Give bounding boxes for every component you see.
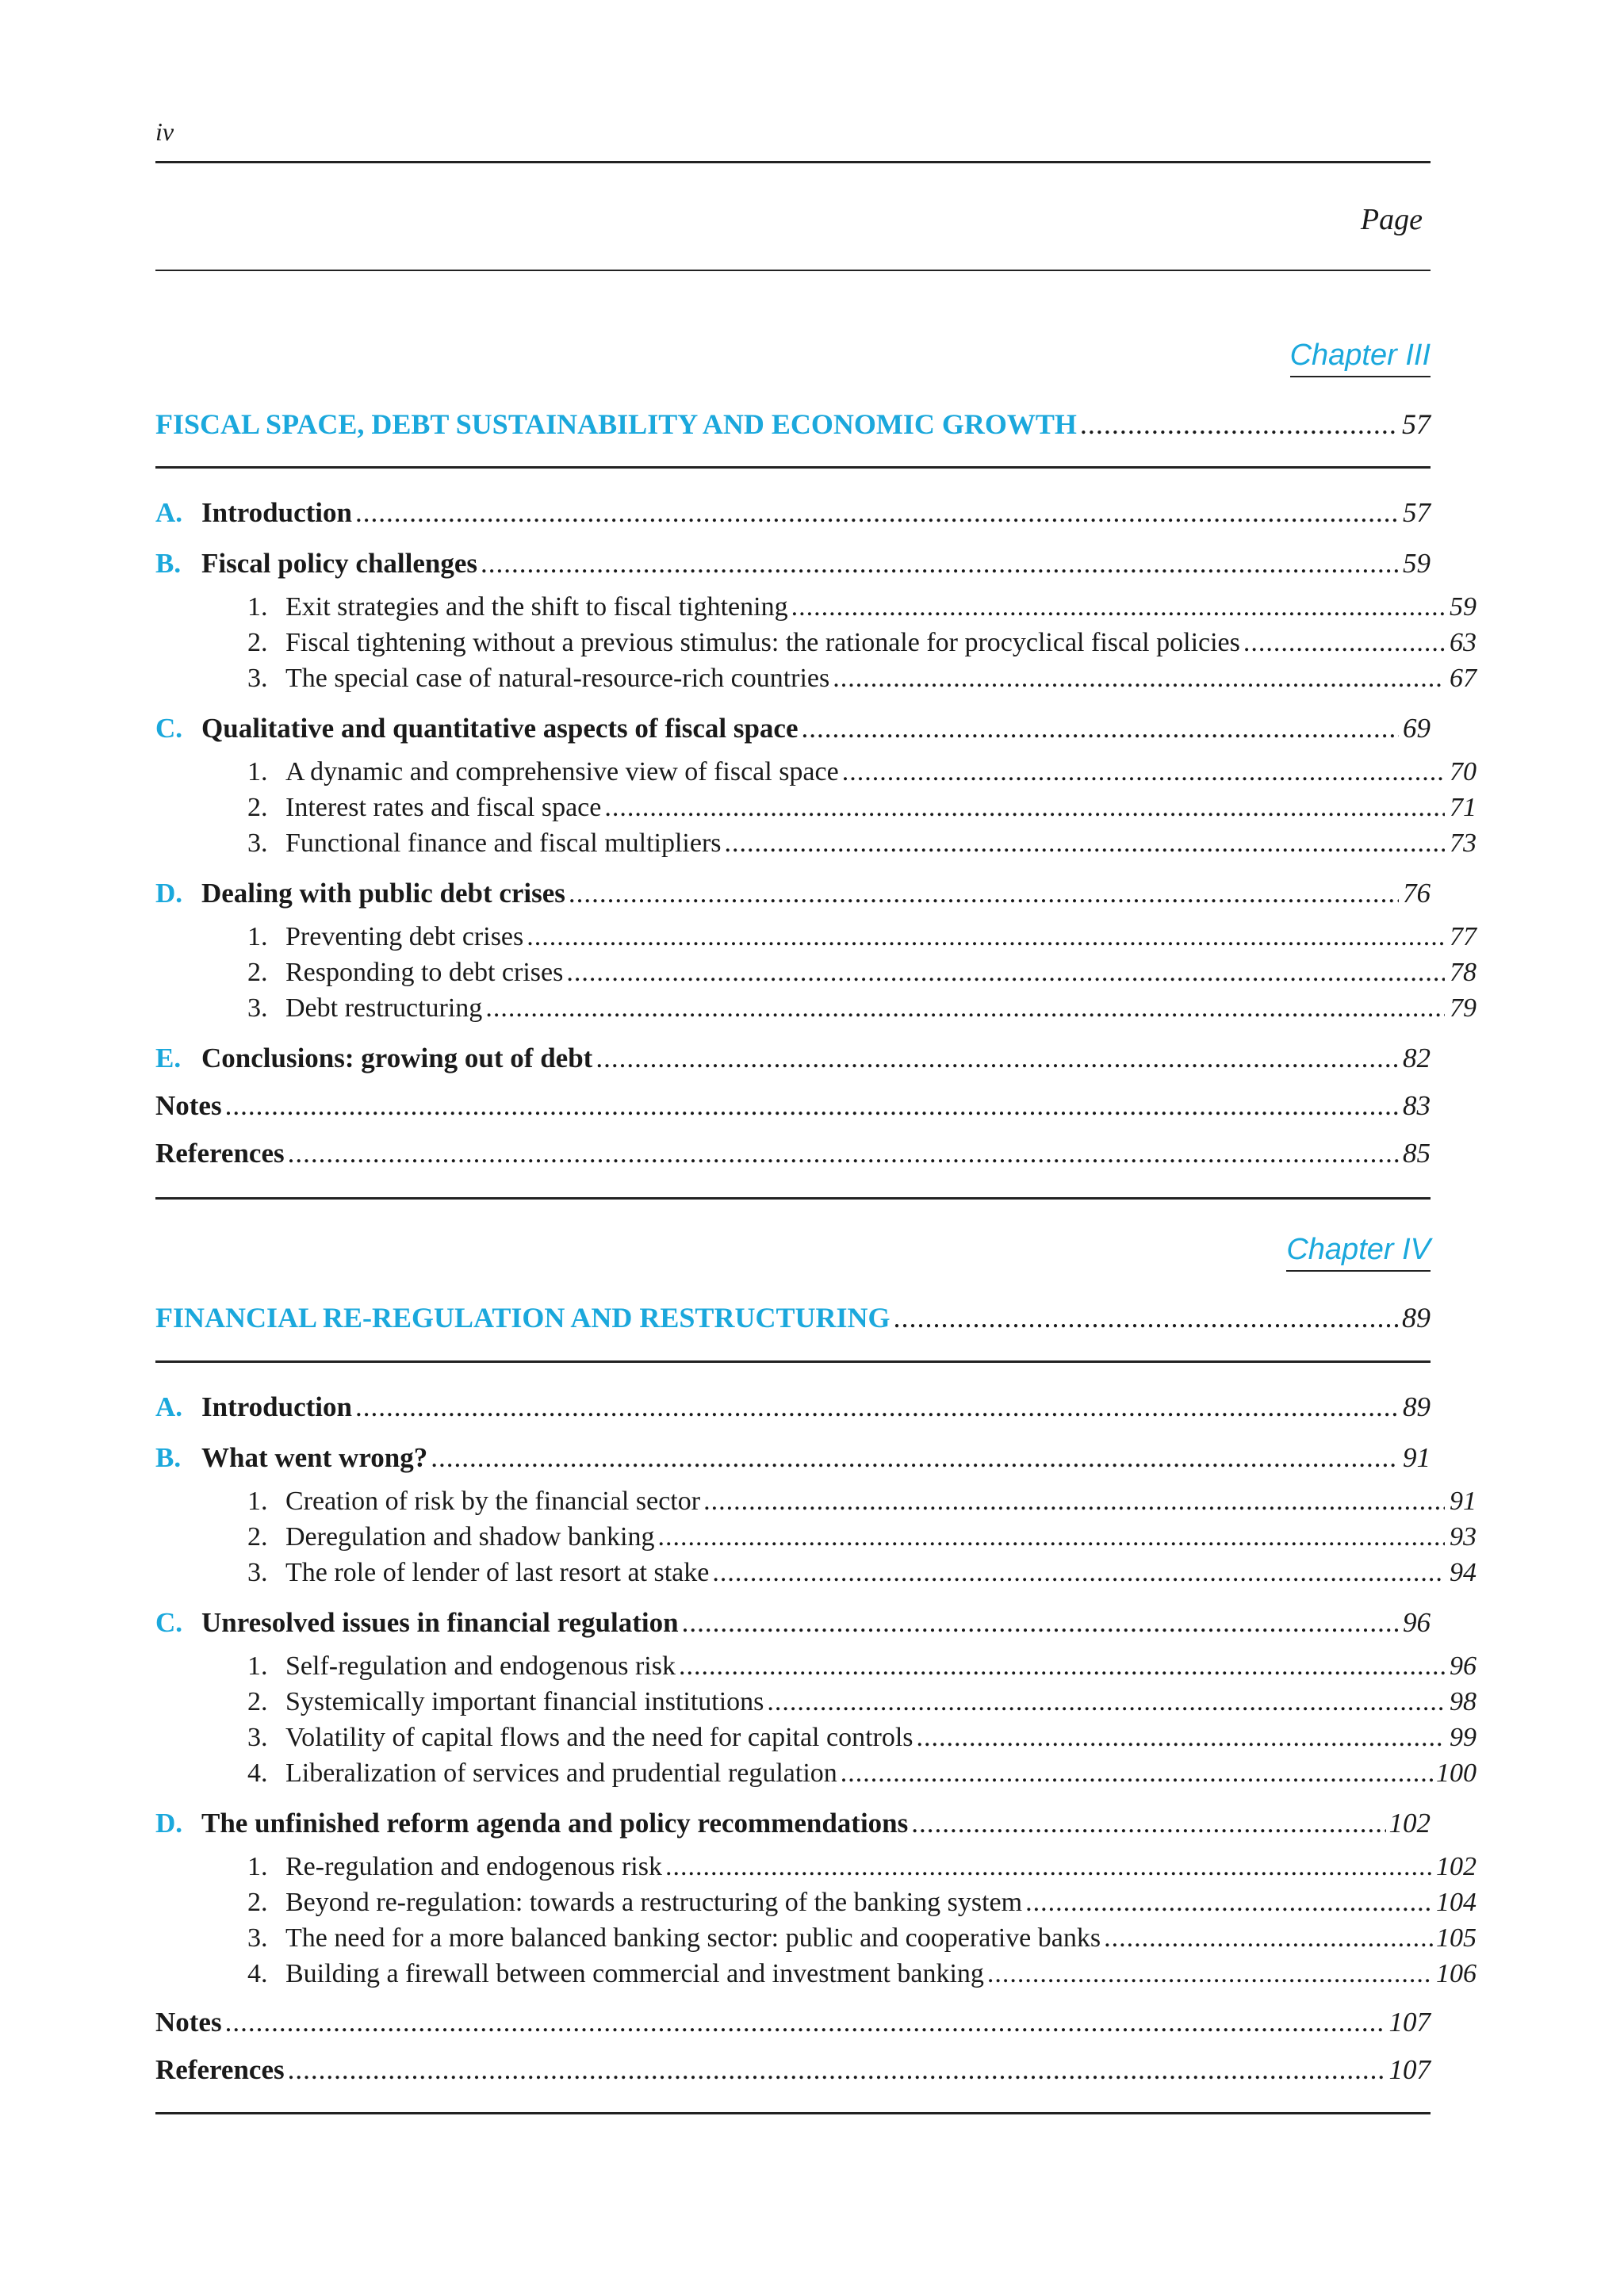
page-number: 105 (1436, 1923, 1477, 1953)
chapter-label-4: Chapter IV (1286, 1233, 1431, 1272)
page-number: 57 (1402, 408, 1431, 440)
section-letter: A. (155, 497, 183, 528)
references-title: References (155, 2054, 285, 2085)
subsection-number: 2. (247, 628, 268, 657)
dot-leader (665, 1852, 1433, 1882)
subsection-number: 1. (247, 592, 268, 622)
subsection-title: The special case of natural-resource-rich countries (285, 664, 830, 693)
dot-leader (1080, 408, 1399, 441)
section-letter: D. (155, 878, 183, 909)
page-number: 91 (1450, 1487, 1477, 1516)
subsection-number: 4. (247, 1758, 268, 1788)
subsection-row[interactable] (201, 664, 1477, 694)
subsection-row[interactable] (201, 1758, 1477, 1789)
section-letter: D. (155, 1808, 183, 1839)
page-number: 89 (1403, 1391, 1431, 1422)
page-number: 73 (1450, 828, 1477, 858)
page-number: 77 (1450, 922, 1477, 951)
page-number: 67 (1450, 664, 1477, 693)
dot-leader (841, 1758, 1433, 1789)
chapter-title-row[interactable] (155, 1301, 1431, 1334)
dot-leader (225, 2007, 1386, 2038)
section-row[interactable] (155, 1043, 1431, 1074)
subsection-title: Building a firewall between commercial and investment banking (285, 1959, 984, 1988)
section-title: Fiscal policy challenges (201, 548, 478, 579)
section-letter: C. (155, 1607, 183, 1638)
subsection-title: Fiscal tightening without a previous stimulus: the rationale for procyclical fiscal policies (285, 628, 1240, 657)
chapter-title-row[interactable] (155, 408, 1431, 441)
subsection-title: Self-regulation and endogenous risk (285, 1651, 676, 1681)
page-number: 91 (1403, 1442, 1431, 1473)
subsection-row[interactable] (201, 1959, 1477, 1989)
references-title: References (155, 1138, 285, 1169)
page-column-label: Page (1360, 203, 1423, 236)
notes-row[interactable] (155, 1090, 1431, 1122)
subsection-row[interactable] (201, 628, 1477, 658)
page-number: 106 (1436, 1959, 1477, 1988)
section-title: Introduction (201, 1391, 352, 1422)
subsection-row[interactable] (201, 1723, 1477, 1753)
header-rule-bottom (155, 270, 1431, 271)
subsection-title: Exit strategies and the shift to fiscal tightening (285, 592, 788, 622)
dot-leader (596, 1043, 1399, 1074)
subsection-row[interactable] (201, 757, 1477, 787)
page-number: 82 (1403, 1043, 1431, 1073)
subsection-row[interactable] (201, 958, 1477, 988)
dot-leader (481, 548, 1399, 580)
page-number: 76 (1403, 878, 1431, 909)
chapter-end-rule (155, 1197, 1431, 1200)
subsection-row[interactable] (201, 1651, 1477, 1682)
section-title: Unresolved issues in financial regulation (201, 1607, 679, 1638)
subsection-row[interactable] (201, 793, 1477, 823)
dot-leader (767, 1687, 1445, 1717)
subsection-title: Debt restructuring (285, 993, 483, 1023)
chapter-end-rule (155, 2112, 1431, 2114)
page-number: 94 (1450, 1558, 1477, 1587)
page-number: 70 (1450, 757, 1477, 786)
dot-leader (485, 993, 1445, 1024)
dot-leader (842, 757, 1445, 787)
subsection-row[interactable] (201, 1487, 1477, 1517)
subsection-number: 1. (247, 1487, 268, 1516)
subsection-row[interactable] (201, 1687, 1477, 1717)
page-number: 99 (1450, 1723, 1477, 1752)
subsection-row[interactable] (201, 592, 1477, 622)
subsection-row[interactable] (201, 828, 1477, 859)
page-number: 63 (1450, 628, 1477, 657)
notes-title: Notes (155, 1090, 222, 1121)
subsection-title: The role of lender of last resort at stake (285, 1558, 710, 1587)
dot-leader (355, 1391, 1399, 1423)
section-row[interactable] (155, 713, 1431, 744)
dot-leader (801, 713, 1399, 744)
section-letter: E. (155, 1043, 182, 1073)
subsection-number: 2. (247, 1522, 268, 1552)
subsection-title: Volatility of capital flows and the need for capital controls (285, 1723, 914, 1752)
section-row[interactable] (155, 1808, 1431, 1839)
chapter-label-3: Chapter III (1290, 339, 1431, 377)
dot-leader (893, 1301, 1399, 1334)
dot-leader (1243, 628, 1445, 658)
section-row[interactable] (155, 1607, 1431, 1639)
section-row[interactable] (155, 1442, 1431, 1474)
page-number: 78 (1450, 958, 1477, 987)
dot-leader (791, 592, 1445, 622)
dot-leader (288, 2054, 1386, 2086)
page-number: 89 (1402, 1302, 1431, 1334)
subsection-number: 3. (247, 993, 268, 1023)
references-row[interactable] (155, 1138, 1431, 1169)
page-number: 96 (1450, 1651, 1477, 1681)
notes-row[interactable] (155, 2007, 1431, 2038)
subsection-title: Responding to debt crises (285, 958, 564, 987)
page-number: 69 (1403, 713, 1431, 744)
section-row[interactable] (155, 878, 1431, 909)
subsection-title: Liberalization of services and prudential regulation (285, 1758, 837, 1788)
page-number: 104 (1436, 1888, 1477, 1917)
subsection-number: 2. (247, 793, 268, 822)
chapter-rule (155, 1360, 1431, 1363)
dot-leader (355, 497, 1399, 529)
page-number: 83 (1403, 1090, 1431, 1121)
subsection-number: 2. (247, 1888, 268, 1917)
subsection-number: 2. (247, 958, 268, 987)
page-number: 102 (1436, 1852, 1477, 1881)
section-letter: B. (155, 1442, 182, 1473)
page-number: 59 (1403, 548, 1431, 579)
subsection-row[interactable] (201, 1522, 1477, 1552)
subsection-title: Re-regulation and endogenous risk (285, 1852, 662, 1881)
section-title: The unfinished reform agenda and policy recommendations (201, 1808, 909, 1839)
subsection-number: 3. (247, 1558, 268, 1587)
subsection-number: 3. (247, 828, 268, 858)
dot-leader (569, 878, 1399, 909)
page-number: 102 (1388, 1808, 1431, 1839)
subsection-title: Functional finance and fiscal multipliers (285, 828, 722, 858)
subsection-number: 3. (247, 1923, 268, 1953)
section-title: Introduction (201, 497, 352, 528)
subsection-row[interactable] (201, 1888, 1477, 1918)
dot-leader (917, 1723, 1445, 1753)
header-rule (155, 161, 1431, 163)
subsection-row[interactable] (201, 1852, 1477, 1882)
subsection-row[interactable] (201, 993, 1477, 1024)
page-number: 98 (1450, 1687, 1477, 1716)
section-letter: C. (155, 713, 183, 744)
dot-leader (833, 664, 1445, 694)
subsection-title: A dynamic and comprehensive view of fiscal space (285, 757, 839, 786)
dot-leader (725, 828, 1445, 859)
subsection-number: 1. (247, 922, 268, 951)
dot-leader (682, 1607, 1399, 1639)
references-row[interactable] (155, 2054, 1431, 2086)
section-row[interactable] (155, 548, 1431, 580)
subsection-number: 4. (247, 1959, 268, 1988)
dot-leader (987, 1959, 1433, 1989)
subsection-title: Preventing debt crises (285, 922, 524, 951)
dot-leader (679, 1651, 1445, 1682)
dot-leader (1025, 1888, 1433, 1918)
subsection-row[interactable] (201, 922, 1477, 952)
section-title: What went wrong? (201, 1442, 428, 1473)
section-row[interactable] (155, 1391, 1431, 1423)
subsection-number: 3. (247, 1723, 268, 1752)
page-number: 107 (1388, 2054, 1431, 2085)
subsection-number: 1. (247, 1852, 268, 1881)
dot-leader (527, 922, 1445, 952)
dot-leader (1104, 1923, 1433, 1954)
page-number: 85 (1403, 1138, 1431, 1169)
subsection-title: Deregulation and shadow banking (285, 1522, 655, 1552)
page-number: 79 (1450, 993, 1477, 1023)
subsection-row[interactable] (201, 1923, 1477, 1954)
subsection-number: 1. (247, 757, 268, 786)
subsection-number: 3. (247, 664, 268, 693)
dot-leader (431, 1442, 1399, 1474)
dot-leader (911, 1808, 1385, 1839)
subsection-title: Beyond re-regulation: towards a restructuring of the banking system (285, 1888, 1023, 1917)
subsection-row[interactable] (201, 1558, 1477, 1588)
page-number: 93 (1450, 1522, 1477, 1552)
dot-leader (288, 1138, 1399, 1169)
chapter-rule (155, 466, 1431, 469)
dot-leader (703, 1487, 1445, 1517)
dot-leader (604, 793, 1445, 823)
subsection-title: Systemically important financial institutions (285, 1687, 764, 1716)
dot-leader (658, 1522, 1446, 1552)
page-number: 57 (1403, 497, 1431, 528)
subsection-title: Interest rates and fiscal space (285, 793, 602, 822)
section-row[interactable] (155, 497, 1431, 529)
page-number: 107 (1388, 2007, 1431, 2038)
dot-leader (225, 1090, 1399, 1122)
page-number: 96 (1403, 1607, 1431, 1638)
section-letter: B. (155, 548, 182, 579)
notes-title: Notes (155, 2007, 222, 2038)
page-number: 71 (1450, 793, 1477, 822)
section-letter: A. (155, 1391, 183, 1422)
page-number: 59 (1450, 592, 1477, 622)
section-title: Qualitative and quantitative aspects of fiscal space (201, 713, 799, 744)
page-folio: iv (155, 117, 174, 146)
dot-leader (712, 1558, 1445, 1588)
chapter-title: FINANCIAL RE-REGULATION AND RESTRUCTURING (155, 1302, 891, 1334)
section-title: Conclusions: growing out of debt (201, 1043, 593, 1073)
section-title: Dealing with public debt crises (201, 878, 565, 909)
subsection-number: 2. (247, 1687, 268, 1716)
chapter-title: FISCAL SPACE, DEBT SUSTAINABILITY AND ECONOMIC GROWTH (155, 408, 1077, 440)
dot-leader (566, 958, 1445, 988)
subsection-number: 1. (247, 1651, 268, 1681)
page-number: 100 (1436, 1758, 1477, 1788)
subsection-title: The need for a more balanced banking sector: public and cooperative banks (285, 1923, 1101, 1953)
subsection-title: Creation of risk by the financial sector (285, 1487, 701, 1516)
